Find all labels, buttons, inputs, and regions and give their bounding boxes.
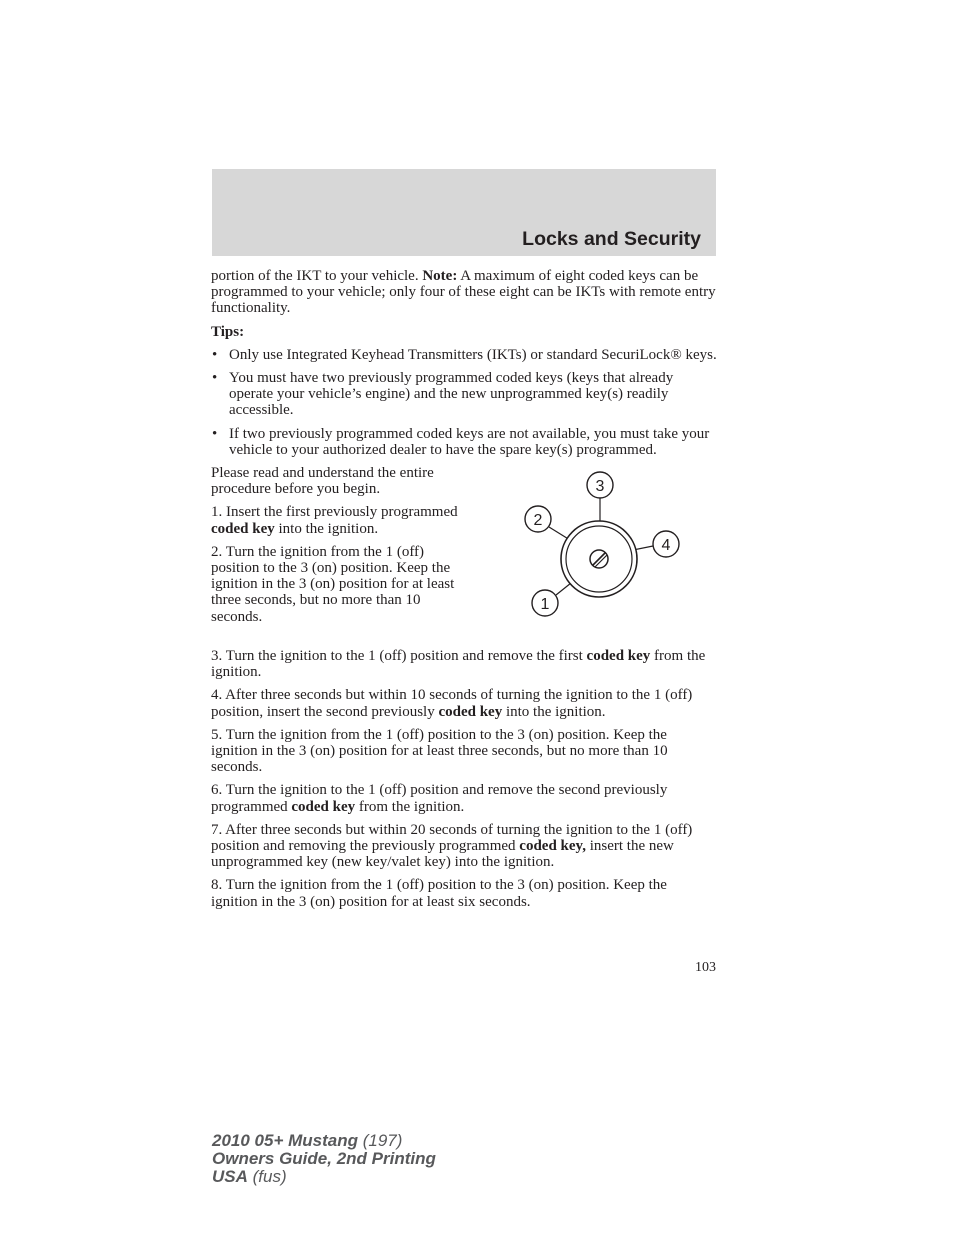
procedure-step: 5. Turn the ignition from the 1 (off) position to the 3 (on) position. Keep the ignition in the 3 (on) position for at least three seconds, but no more than 10 seconds.: [211, 726, 668, 776]
procedure-step: 4. After three seconds but within 10 seconds of turning the ignition to the 1 (off) position, insert the second previously coded key into the ignition.: [211, 687, 693, 720]
page-content: [211, 268, 717, 917]
section-title: Locks and Security: [522, 228, 701, 250]
ignition-diagram: [511, 469, 701, 639]
procedure-step: 8. Turn the ignition from the 1 (off) position to the 3 (on) position. Keep the ignition in the 3 (on) position for at least six seconds.: [211, 877, 667, 910]
procedure-step: 3. Turn the ignition to the 1 (off) position and remove the first coded key from the ignition.: [211, 648, 706, 681]
bullet-glyph: •: [212, 346, 218, 363]
procedure-step: 1. Insert the first previously programmed coded key into the ignition.: [211, 504, 458, 537]
tip-item: • Only use Integrated Keyhead Transmitters (IKTs) or standard SecuriLock® keys.: [212, 346, 717, 363]
tip-item: • If two previously programmed coded keys are not available, you must take your vehicle to your authorized dealer to have the spare key(s) programmed.: [212, 425, 710, 458]
position-1-label: 1: [540, 596, 550, 614]
procedure-step: 6. Turn the ignition to the 1 (off) position and remove the second previously programmed coded key from the ignition.: [211, 782, 668, 815]
position-2-label: 2: [533, 512, 543, 530]
leader-line-1: [556, 583, 571, 595]
procedure-with-diagram: [211, 465, 717, 641]
footer-line-model: 2010 05+ Mustang (197): [212, 1131, 403, 1150]
position-3-label: 3: [595, 478, 605, 496]
page-number: 103: [695, 960, 716, 975]
procedure-step: 2. Turn the ignition from the 1 (off) position to the 3 (on) position. Keep the ignition in the 3 (on) position for at least three seconds, but no more than 10 seconds.: [211, 543, 455, 625]
bullet-glyph: •: [212, 425, 218, 442]
intro-paragraph: portion of the IKT to your vehicle. Note: A maximum of eight coded keys can be programmed to your vehicle; only four of these eight can be IKTs with remote entry functionality.: [211, 268, 716, 317]
note-label: Note:: [422, 268, 458, 284]
procedure-left-column: [211, 465, 469, 625]
procedure-intro: Please read and understand the entire procedure before you begin.: [211, 465, 434, 498]
footer-line-edition: Owners Guide, 2nd Printing: [212, 1149, 436, 1168]
section-header-band: [212, 169, 716, 256]
tips-list: [211, 347, 717, 458]
bullet-glyph: •: [212, 370, 218, 387]
tips-label: Tips:: [211, 323, 245, 340]
footer-line-region: USA (fus): [212, 1167, 287, 1186]
position-4-label: 4: [661, 537, 671, 555]
procedure-step: 7. After three seconds but within 20 seconds of turning the ignition to the 1 (off) position and removing the previously programmed coded key, insert the new unprogrammed key (new key/valet key) into the ignition.: [211, 821, 693, 871]
document-footer: [212, 1132, 436, 1186]
tip-item: • You must have two previously programmed coded keys (keys that already operate your vehicle’s engine) and the new unprogrammed key(s) readily accessible.: [212, 370, 674, 419]
